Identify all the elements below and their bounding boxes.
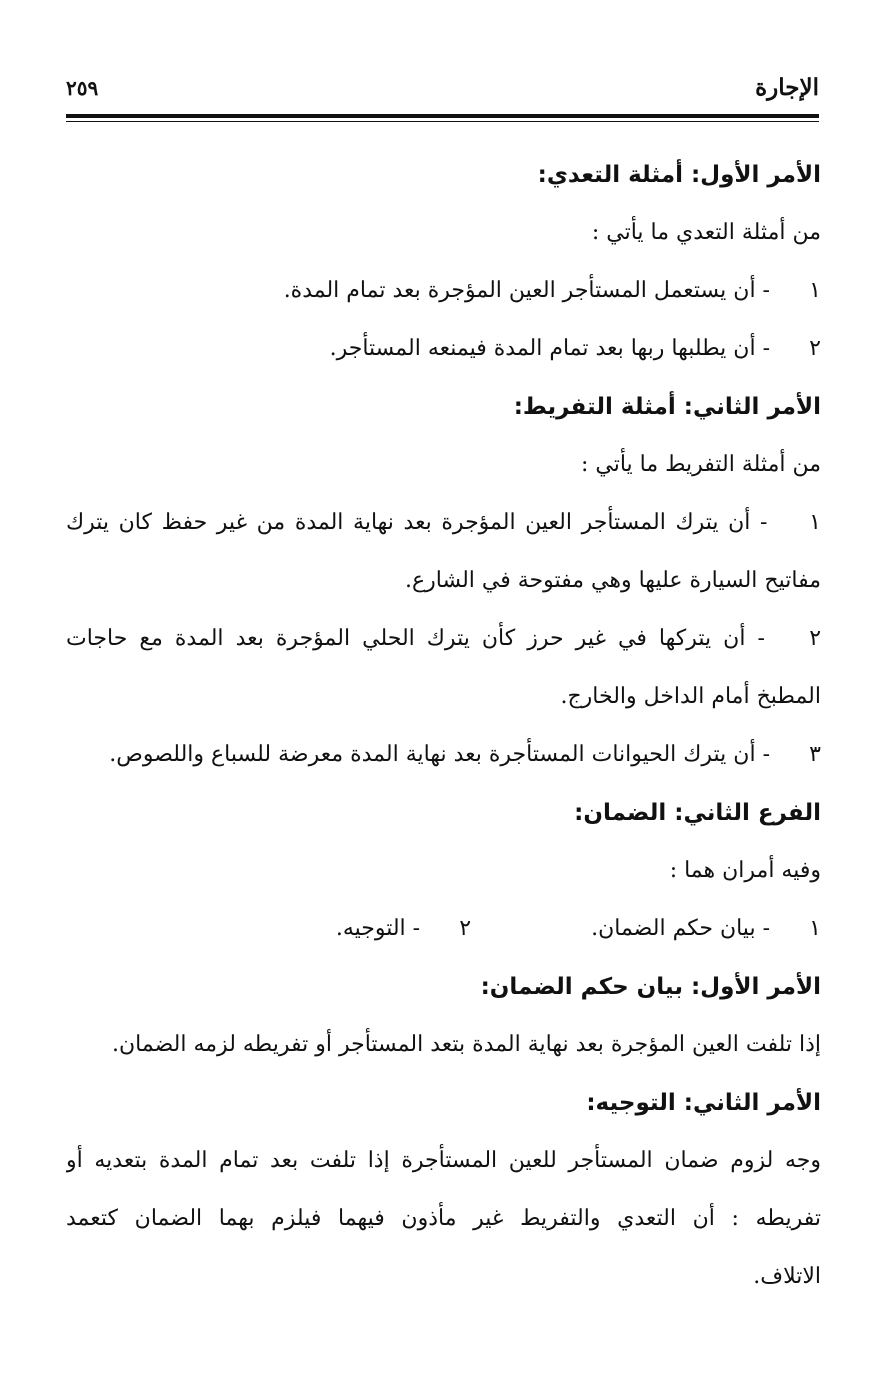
running-header [66,74,819,110]
list-item [66,610,821,668]
list-number: ٢ [809,626,821,651]
section-heading: الأمر الثاني: التوجيه: [586,1090,821,1116]
list-item-text: - التوجيه. [335,916,421,941]
list-item-continuation: مفاتيح السيارة عليها وهي مفتوحة في الشارع. [405,568,821,593]
list-item-text: - بيان حكم الضمان. [591,916,770,941]
section-heading: الفرع الثاني: الضمان: [574,800,821,826]
paragraph-line: وجه لزوم ضمان المستأجر للعين المستأجرة إذا تلفت بعد تمام المدة بتعديه أو [66,1148,821,1173]
list-item-text: - أن يتركها في غير حرز كأن يترك الحلي المؤجرة بعد المدة مع حاجات [66,626,765,651]
page-number: ٢٥٩ [66,76,99,100]
list-item [66,494,821,552]
list-number: ١ [809,510,821,535]
list-item [66,262,821,320]
list-item-text: - أن يترك الحيوانات المستأجرة بعد نهاية المدة معرضة للسباع واللصوص. [109,742,770,767]
list-item [66,726,821,784]
list-item-text: - أن يستعمل المستأجر العين المؤجرة بعد تمام المدة. [283,278,770,303]
section-heading: الأمر الأول: أمثلة التعدي: [537,162,821,188]
list-number: ٢ [809,336,821,361]
chapter-title: الإجارة [755,74,819,101]
list-item [591,900,821,958]
paragraph: إذا تلفت العين المؤجرة بعد نهاية المدة بتعد المستأجر أو تفريطه لزمه الضمان. [112,1032,821,1057]
list-item-text: - أن يترك المستأجر العين المؤجرة بعد نهاية المدة من غير حفظ كان يترك [66,510,768,535]
header-rule-thin [66,121,819,122]
header-rule-thick [66,114,819,118]
list-item-pair [66,900,821,958]
list-number: ٣ [809,742,821,767]
list-item-text: - أن يطلبها ربها بعد تمام المدة فيمنعه المستأجر. [329,336,770,361]
paragraph: وفيه أمران هما : [669,858,821,883]
list-number: ٢ [459,916,472,941]
paragraph: من أمثلة التفريط ما يأتي : [580,452,821,477]
section-heading: الأمر الأول: بيان حكم الضمان: [480,974,821,1000]
list-number: ١ [809,278,821,303]
page-body [66,146,821,1306]
paragraph-line: تفريطه : أن التعدي والتفريط غير مأذون فيهما فيلزم بهما الضمان كتعمد [66,1206,821,1231]
paragraph: من أمثلة التعدي ما يأتي : [591,220,821,245]
section-heading: الأمر الثاني: أمثلة التفريط: [513,394,821,420]
list-item-continuation: المطبخ أمام الداخل والخارج. [560,684,821,709]
list-number: ١ [809,916,821,941]
list-item [336,900,471,958]
paragraph-line: الاتلاف. [753,1264,821,1289]
list-item [66,320,821,378]
